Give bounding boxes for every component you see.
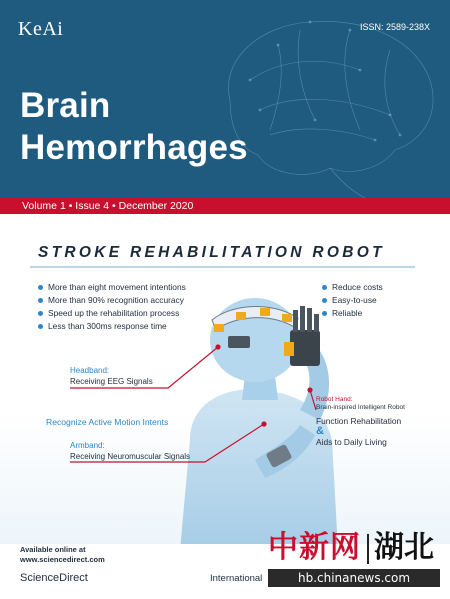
armband-value: Receiving Neuromuscular Signals [70, 452, 191, 461]
list-item: Speed up the rehabilitation process [38, 307, 186, 320]
list-item: Less than 300ms response time [38, 320, 186, 333]
sciencedirect-brand: ScienceDirect [20, 572, 88, 584]
watermark-separator [367, 534, 369, 564]
banner-underline [30, 266, 415, 268]
watermark-region: 湖北 [374, 530, 434, 565]
feature-banner-title: STROKE REHABILITATION ROBOT [38, 244, 385, 261]
available-online: Available online at www.sciencedirect.com [20, 545, 105, 564]
list-item: More than 90% recognition accuracy [38, 294, 186, 307]
bullet-dot-icon [38, 311, 43, 316]
list-item: Reduce costs [322, 281, 383, 294]
robot-hand-value: Brain-inspired Intelligent Robot [316, 404, 405, 411]
bullet-dot-icon [38, 298, 43, 303]
cover-header [0, 0, 450, 198]
volume-issue-date: Volume 1 • Issue 4 • December 2020 [22, 200, 194, 212]
publisher-logo: KeAi [18, 18, 64, 40]
sciencedirect-url: www.sciencedirect.com [20, 555, 105, 564]
chinanews-watermark-logo: 中新网 [268, 530, 361, 565]
list-item: Reliable [322, 307, 383, 320]
journal-title-line1: Brain [20, 86, 111, 125]
list-item: Easy-to-use [322, 294, 383, 307]
robot-hand-label: Robot Hand: [316, 396, 353, 403]
aids-daily-living-text: Aids to Daily Living [316, 437, 387, 447]
headband-value: Receiving EEG Signals [70, 377, 153, 386]
function-rehab-text: Function Rehabilitation [316, 416, 402, 426]
bullet-dot-icon [38, 324, 43, 329]
ampersand: & [316, 425, 324, 437]
list-item: More than eight movement intentions [38, 281, 186, 294]
recognize-intents-text: Recognize Active Motion Intents [46, 417, 169, 427]
volume-bar [0, 198, 450, 214]
issn-label: ISSN: 2589-238X [359, 22, 430, 32]
headband-label: Headband: [70, 366, 110, 375]
journal-title-line2: Hemorrhages [20, 128, 248, 167]
watermark-url: hb.chinanews.com [268, 569, 440, 587]
bullet-dot-icon [38, 285, 43, 290]
international-text: International [210, 573, 263, 584]
armband-label: Armband: [70, 441, 105, 450]
